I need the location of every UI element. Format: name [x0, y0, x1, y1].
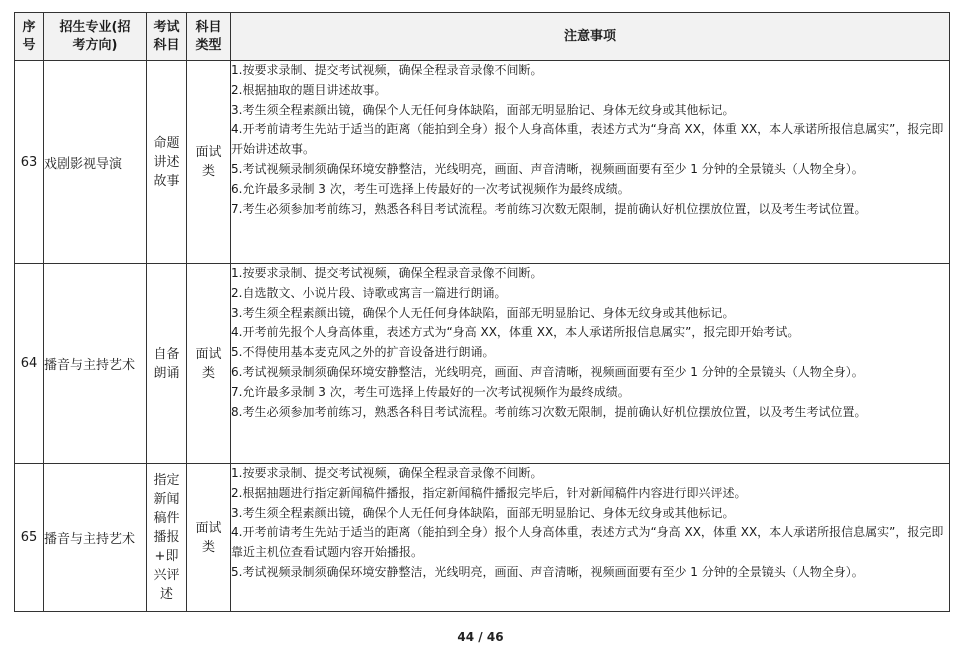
row-subject: 自备朗诵 — [147, 264, 187, 464]
note-item: 8.考生必须参加考前练习，熟悉各科目考试流程。考前练习次数无限制，提前确认好机位摆放位置，以及考生考试位置。 — [231, 404, 867, 419]
note-item: 6.考试视频录制须确保环境安静整洁，光线明亮，画面、声音清晰，视频画面要有至少 1 分钟的全景镜头（人物全身）。 — [231, 364, 864, 379]
row-major: 播音与主持艺术 — [44, 264, 147, 464]
header-notes: 注意事项 — [231, 13, 950, 61]
note-item: 6.允许最多录制 3 次，考生可选择上传最好的一次考试视频作为最终成绩。 — [231, 181, 630, 196]
row-notes — [231, 264, 950, 464]
row-type: 面试类 — [187, 264, 231, 464]
header-row — [15, 13, 950, 61]
header-no: 序号 — [15, 13, 44, 61]
note-item: 1.按要求录制、提交考试视频，确保全程录音录像不间断。 — [231, 266, 543, 280]
row-major: 戏剧影视导演 — [44, 61, 147, 264]
note-item: 3.考生须全程素颜出镜，确保个人无任何身体缺陷，面部无明显胎记、身体无纹身或其他标记。 — [231, 505, 735, 520]
row-number: 63 — [15, 61, 44, 264]
note-item: 4.开考前请考生先站于适当的距离（能拍到全身）报个人身高体重，表述方式为“身高 XX，体重 XX，本人承诺所报信息属实”，报完即靠近主机位查看试题内容开始播报。 — [231, 525, 944, 560]
note-item: 2.自选散文、小说片段、诗歌或寓言一篇进行朗诵。 — [231, 285, 507, 300]
header-type: 科目类型 — [187, 13, 231, 61]
note-item: 3.考生须全程素颜出镜，确保个人无任何身体缺陷，面部无明显胎记、身体无纹身或其他标记。 — [231, 102, 735, 117]
row-number: 65 — [15, 464, 44, 612]
requirements-table — [14, 12, 950, 612]
note-item: 7.考生必须参加考前练习，熟悉各科目考试流程。考前练习次数无限制，提前确认好机位摆放位置，以及考生考试位置。 — [231, 201, 867, 216]
page-number: 44 / 46 — [457, 630, 504, 644]
note-item: 5.不得使用基本麦克风之外的扩音设备进行朗诵。 — [231, 345, 495, 360]
note-item: 5.考试视频录制须确保环境安静整洁，光线明亮，画面、声音清晰，视频画面要有至少 1 分钟的全景镜头（人物全身）。 — [231, 564, 864, 579]
header-major: 招生专业(招考方向) — [44, 13, 147, 61]
note-item: 7.允许最多录制 3 次，考生可选择上传最好的一次考试视频作为最终成绩。 — [231, 384, 630, 399]
note-item: 1.按要求录制、提交考试视频，确保全程录音录像不间断。 — [231, 466, 543, 480]
note-item: 2.根据抽题进行指定新闻稿件播报，指定新闻稿件播报完毕后，针对新闻稿件内容进行即兴评述。 — [231, 485, 747, 500]
note-item: 4.开考前请考生先站于适当的距离（能拍到全身）报个人身高体重，表述方式为“身高 XX，体重 XX，本人承诺所报信息属实”，报完即开始讲述故事。 — [231, 122, 944, 157]
note-item: 5.考试视频录制须确保环境安静整洁，光线明亮，画面、声音清晰，视频画面要有至少 1 分钟的全景镜头（人物全身）。 — [231, 161, 864, 176]
row-notes — [231, 464, 950, 612]
note-item: 3.考生须全程素颜出镜，确保个人无任何身体缺陷，面部无明显胎记、身体无纹身或其他标记。 — [231, 305, 735, 320]
table-row — [15, 464, 950, 612]
table-row — [15, 61, 950, 264]
note-item: 1.按要求录制、提交考试视频，确保全程录音录像不间断。 — [231, 63, 543, 77]
note-item: 4.开考前先报个人身高体重，表述方式为“身高 XX，体重 XX，本人承诺所报信息属实”，报完即开始考试。 — [231, 325, 800, 340]
row-major: 播音与主持艺术 — [44, 464, 147, 612]
header-subject: 考试科目 — [147, 13, 187, 61]
table-row — [15, 264, 950, 464]
row-subject: 命题讲述故事 — [147, 61, 187, 264]
row-type: 面试类 — [187, 464, 231, 612]
row-subject: 指定新闻稿件播报+即兴评述 — [147, 464, 187, 612]
row-type: 面试类 — [187, 61, 231, 264]
row-notes — [231, 61, 950, 264]
note-item: 2.根据抽取的题目讲述故事。 — [231, 82, 387, 97]
row-number: 64 — [15, 264, 44, 464]
